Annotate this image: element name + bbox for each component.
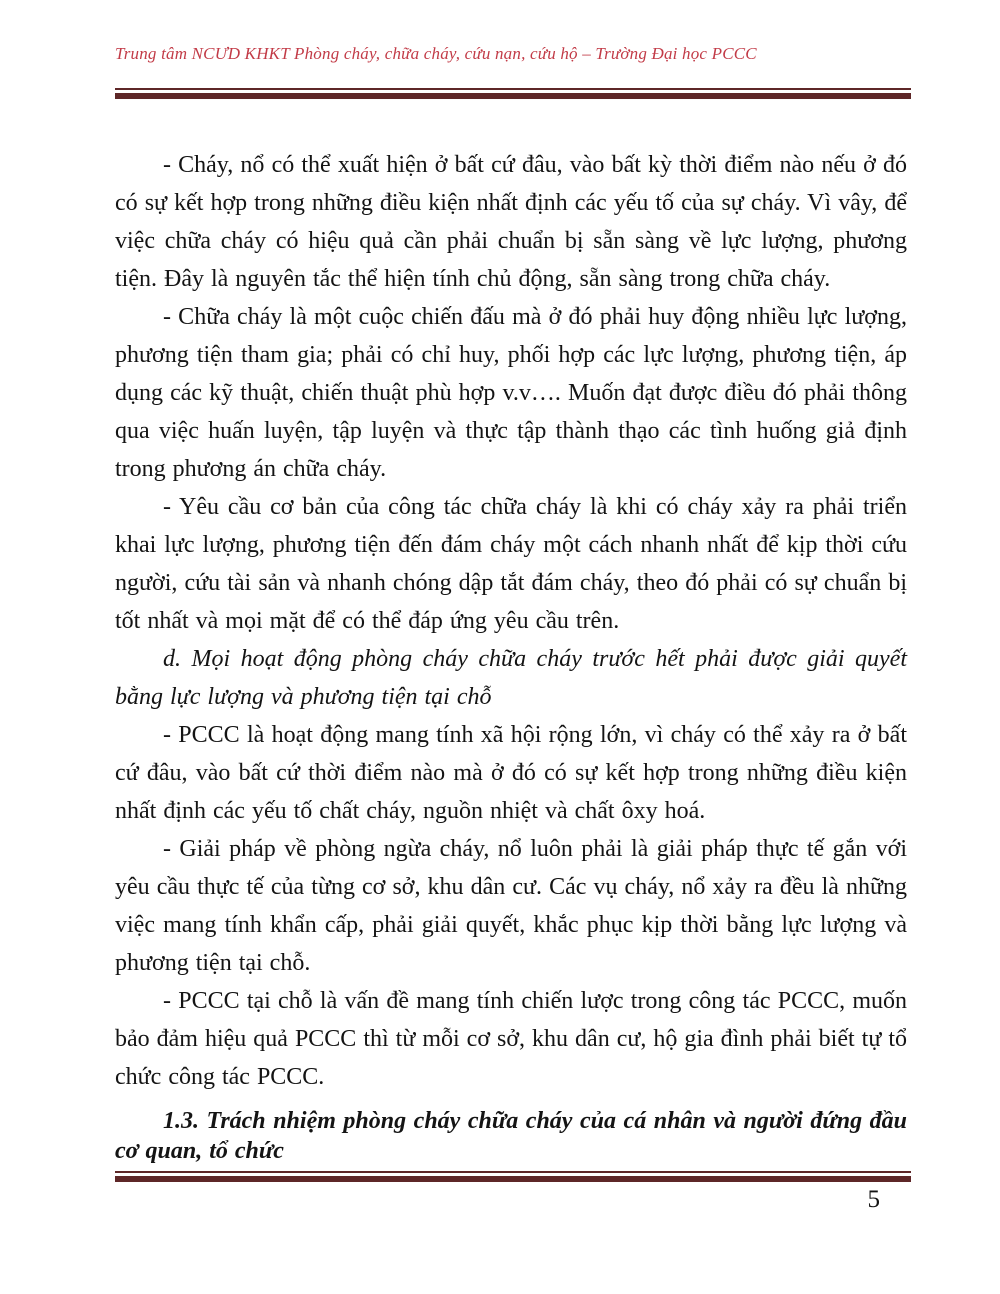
paragraph: - PCCC là hoạt động mang tính xã hội rộng lớn, vì cháy có thể xảy ra ở bất cứ đâu, vào bất cứ thời điểm nào mà ở đó có sự kết hợp trong những điều kiện nhất định các yếu tố chất cháy, nguồn nhiệt và chất ôxy hoá. <box>115 722 907 824</box>
paragraph: - Yêu cầu cơ bản của công tác chữa cháy là khi có cháy xảy ra phải triển khai lực lượng, phương tiện đến đám cháy một cách nhanh nhất để kịp thời cứu người, cứu tài sản và nhanh chóng dập tắt đám cháy, theo đó phải có sự chuẩn bị tốt nhất và mọi mặt để có thể đáp ứng yêu cầu trên. <box>115 494 907 634</box>
header-rule <box>115 88 911 99</box>
running-header: Trung tâm NCƯD KHKT Phòng cháy, chữa cháy, cứu nạn, cứu hộ – Trường Đại học PCCC <box>115 44 757 63</box>
section-heading-1-3: 1.3. Trách nhiệm phòng cháy chữa cháy của cá nhân và người đứng đầu cơ quan, tổ chức <box>115 1108 907 1164</box>
paragraph: - PCCC tại chỗ là vấn đề mang tính chiến lược trong công tác PCCC, muốn bảo đảm hiệu quả PCCC thì từ mỗi cơ sở, khu dân cư, hộ gia đình phải biết tự tổ chức công tác PCCC. <box>115 988 907 1090</box>
paragraph: - Cháy, nổ có thể xuất hiện ở bất cứ đâu, vào bất kỳ thời điểm nào nếu ở đó có sự kết hợp trong những điều kiện nhất định các yếu tố của sự cháy. Vì vây, để việc chữa cháy có hiệu quả cần phải chuẩn bị sẵn sàng về lực lượng, phương tiện. Đây là nguyên tắc thể hiện tính chủ động, sẵn sàng trong chữa cháy. <box>115 152 907 292</box>
section-heading-d: d. Mọi hoạt động phòng cháy chữa cháy trước hết phải được giải quyết bằng lực lượng và phương tiện tại chỗ <box>115 646 907 710</box>
page-number: 5 <box>867 1186 880 1213</box>
paragraph: - Giải pháp về phòng ngừa cháy, nổ luôn phải là giải pháp thực tế gắn với yêu cầu thực tế của từng cơ sở, khu dân cư. Các vụ cháy, nổ xảy ra đều là những việc mang tính khẩn cấp, phải giải quyết, khắc phục kịp thời bằng lực lượng và phương tiện tại chỗ. <box>115 836 907 976</box>
page-body <box>115 146 907 1166</box>
footer-rule <box>115 1171 911 1182</box>
paragraph: - Chữa cháy là một cuộc chiến đấu mà ở đó phải huy động nhiều lực lượng, phương tiện tham gia; phải có chỉ huy, phối hợp các lực lượng, phương tiện, áp dụng các kỹ thuật, chiến thuật phù hợp v.v…. Muốn đạt được điều đó phải thông qua việc huấn luyện, tập luyện và thực tập thành thạo các tình huống giả định trong phương án chữa cháy. <box>115 304 907 482</box>
